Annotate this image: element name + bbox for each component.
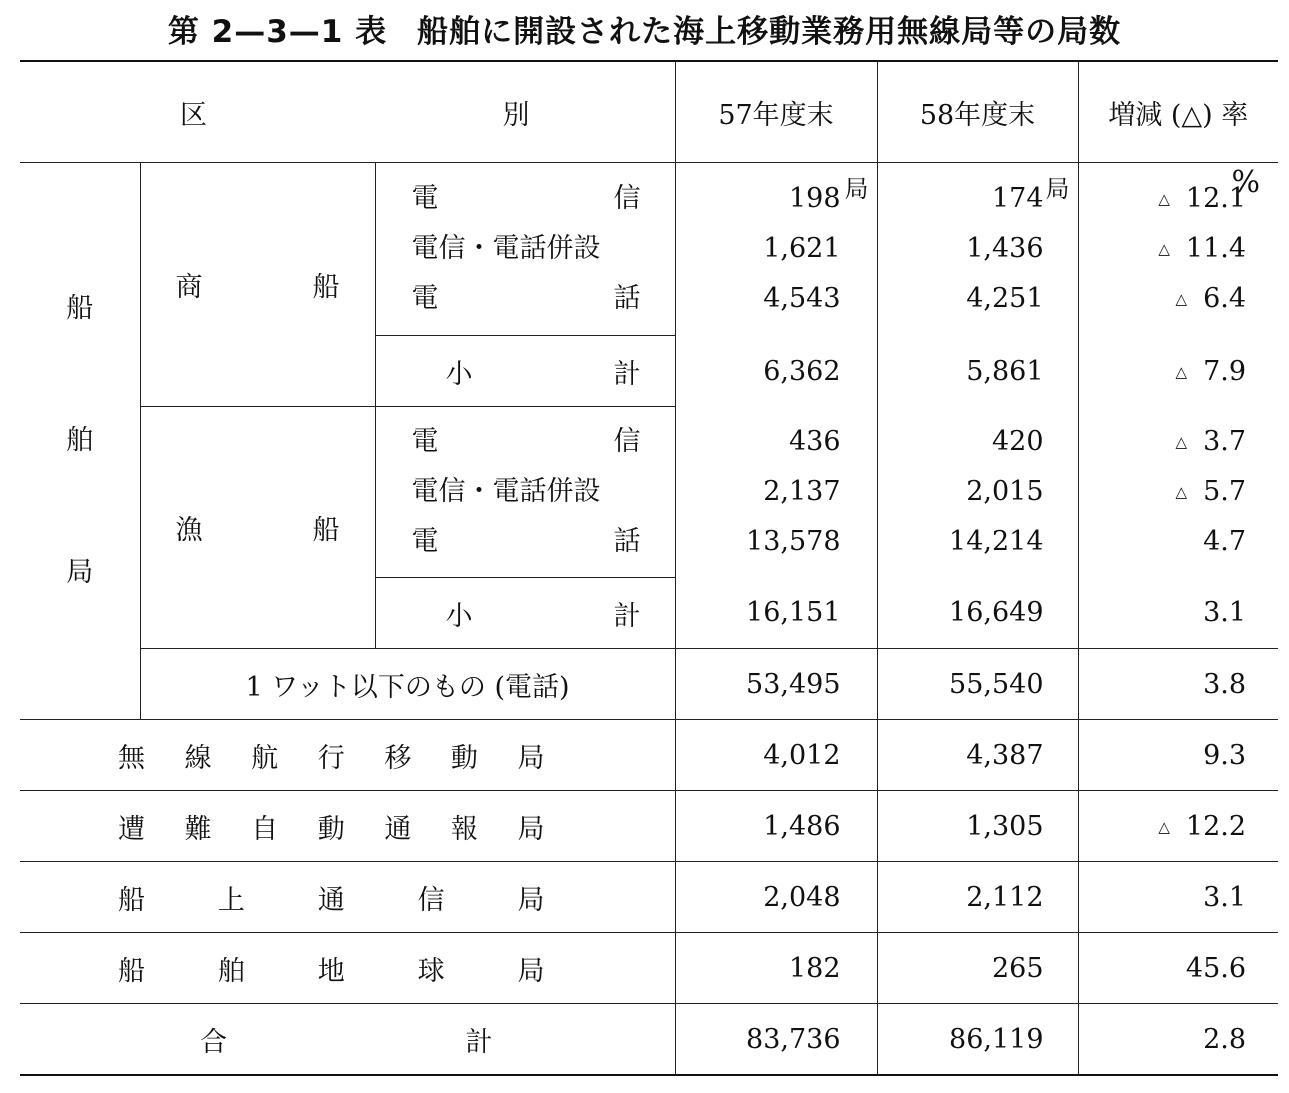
value-cell: 86,119 — [877, 1004, 1078, 1076]
unit-station-fy57: 局 — [844, 175, 869, 203]
value-cell: 2,015 — [966, 476, 1044, 507]
other-station-label: 無 線 航 行 移 動 局 — [20, 720, 675, 791]
merchant-fy57-values — [675, 163, 877, 336]
fishing-rate-values — [1078, 407, 1278, 578]
grand-total-label: 合 計 — [20, 1004, 675, 1076]
table-title — [0, 6, 1289, 51]
rate-cell: △ 6.4 — [1079, 274, 1247, 324]
rate-cell: 3.8 — [1078, 649, 1278, 720]
fishing-subtotal-label: 小 計 — [375, 578, 675, 649]
decrease-triangle-icon: △ — [1175, 433, 1188, 451]
table-title-number: 第 2—3—1 表 — [167, 14, 388, 50]
one-watt-label: 1 ワット以下のもの (電話) — [140, 649, 675, 720]
unit-percent: % — [1231, 165, 1261, 200]
value-cell: 14,214 — [949, 526, 1044, 557]
decrease-triangle-icon: △ — [1175, 483, 1188, 501]
header-change-rate: 増減 (△) 率 — [1078, 61, 1278, 163]
value-cell: 2,112 — [877, 862, 1078, 933]
value-cell: 13,578 — [746, 526, 841, 557]
ship-station-group — [20, 163, 140, 720]
value-cell: 2,048 — [675, 862, 877, 933]
rate-cell: 4.7 — [1203, 526, 1247, 557]
value-cell: 1,436 — [966, 233, 1044, 265]
value-cell: 16,151 — [675, 578, 877, 649]
merchant-item-telegraph: 電 信 — [411, 183, 641, 214]
value-cell: 436 — [788, 426, 841, 457]
value-cell: 4,387 — [877, 720, 1078, 791]
value-cell: 16,649 — [877, 578, 1078, 649]
fishing-label-a: 漁 — [175, 515, 203, 546]
table-title-text: 船舶に開設された海上移動業務用無線局等の局数 — [417, 14, 1122, 50]
rate-cell: △ 5.7 — [1079, 467, 1247, 517]
value-cell: 182 — [675, 933, 877, 1004]
rate-cell: △ 12.1 — [1079, 174, 1247, 224]
header-fy58: 58年度末 — [877, 61, 1078, 163]
fishing-detail-row — [20, 407, 1278, 578]
rate-cell: 45.6 — [1078, 933, 1278, 1004]
fishing-item-telephone: 電 話 — [411, 526, 641, 557]
value-cell: 420 — [991, 426, 1044, 457]
merchant-fy58-values — [877, 163, 1078, 336]
value-cell: 4,012 — [675, 720, 877, 791]
value-cell: 1,486 — [675, 791, 877, 862]
value-cell: 55,540 — [877, 649, 1078, 720]
value-cell: 6,362 — [675, 336, 877, 407]
decrease-triangle-icon: △ — [1158, 240, 1170, 259]
value-cell: 5,861 — [877, 336, 1078, 407]
value-cell: 265 — [877, 933, 1078, 1004]
merchant-item-names — [375, 163, 675, 336]
merchant-item-combined: 電信・電話併設 — [411, 233, 601, 264]
merchant-ship-label — [140, 163, 375, 407]
other-station-label: 船 上 通 信 局 — [20, 862, 675, 933]
header-category-right: 別 — [502, 99, 530, 131]
rate-cell: 3.1 — [1078, 862, 1278, 933]
decrease-triangle-icon: △ — [1175, 290, 1188, 309]
merchant-subtotal-label: 小 計 — [375, 336, 675, 407]
other-station-row — [20, 933, 1278, 1004]
value-cell: 53,495 — [675, 649, 877, 720]
fishing-fy57-values — [675, 407, 877, 578]
fishing-item-telegraph: 電 信 — [411, 426, 641, 457]
value-cell: 4,251 — [966, 283, 1044, 315]
other-station-label: 船 舶 地 球 局 — [20, 933, 675, 1004]
rate-cell: △ 3.7 — [1079, 417, 1247, 467]
value-cell: 1,621 — [763, 233, 841, 265]
decrease-triangle-icon: △ — [1158, 817, 1170, 836]
fishing-item-names — [375, 407, 675, 578]
fishing-item-combined: 電信・電話併設 — [411, 476, 601, 507]
station-count-table — [20, 60, 1278, 1076]
fishing-fy58-values — [877, 407, 1078, 578]
header-category — [20, 61, 675, 163]
value-cell: 4,543 — [763, 283, 841, 315]
unit-station-fy58: 局 — [1045, 175, 1070, 203]
header-category-left: 区 — [180, 99, 207, 131]
value-cell: 174 — [991, 183, 1044, 215]
rate-cell: 9.3 — [1078, 720, 1278, 791]
one-watt-row — [20, 649, 1278, 720]
merchant-rate-values — [1078, 163, 1278, 336]
grand-total-row — [20, 1004, 1278, 1076]
decrease-triangle-icon: △ — [1158, 190, 1170, 209]
value-cell: 2,137 — [763, 476, 841, 507]
other-station-label: 遭 難 自 動 通 報 局 — [20, 791, 675, 862]
rate-cell: 2.8 — [1078, 1004, 1278, 1076]
other-station-row — [20, 791, 1278, 862]
fishing-ship-label — [140, 407, 375, 649]
ship-station-char-3: 局 — [66, 557, 94, 588]
header-fy57: 57年度末 — [675, 61, 877, 163]
header-row — [20, 61, 1278, 163]
merchant-label-b: 船 — [312, 272, 340, 303]
value-cell: 83,736 — [675, 1004, 877, 1076]
rate-cell: △ 12.2 — [1078, 791, 1278, 862]
rate-cell: △ 7.9 — [1078, 336, 1278, 407]
merchant-item-telephone: 電 話 — [411, 283, 641, 314]
merchant-detail-row — [20, 163, 1278, 336]
ship-station-char-2: 舶 — [66, 425, 94, 456]
ship-station-char-1: 船 — [66, 293, 94, 324]
rate-cell: △ 11.4 — [1079, 224, 1247, 274]
fishing-label-b: 船 — [312, 515, 340, 546]
rate-cell: 3.1 — [1078, 578, 1278, 649]
value-cell: 198 — [788, 183, 841, 215]
decrease-triangle-icon: △ — [1175, 362, 1188, 381]
value-cell: 1,305 — [877, 791, 1078, 862]
other-station-row — [20, 862, 1278, 933]
merchant-label-a: 商 — [175, 272, 203, 303]
other-station-row — [20, 720, 1278, 791]
